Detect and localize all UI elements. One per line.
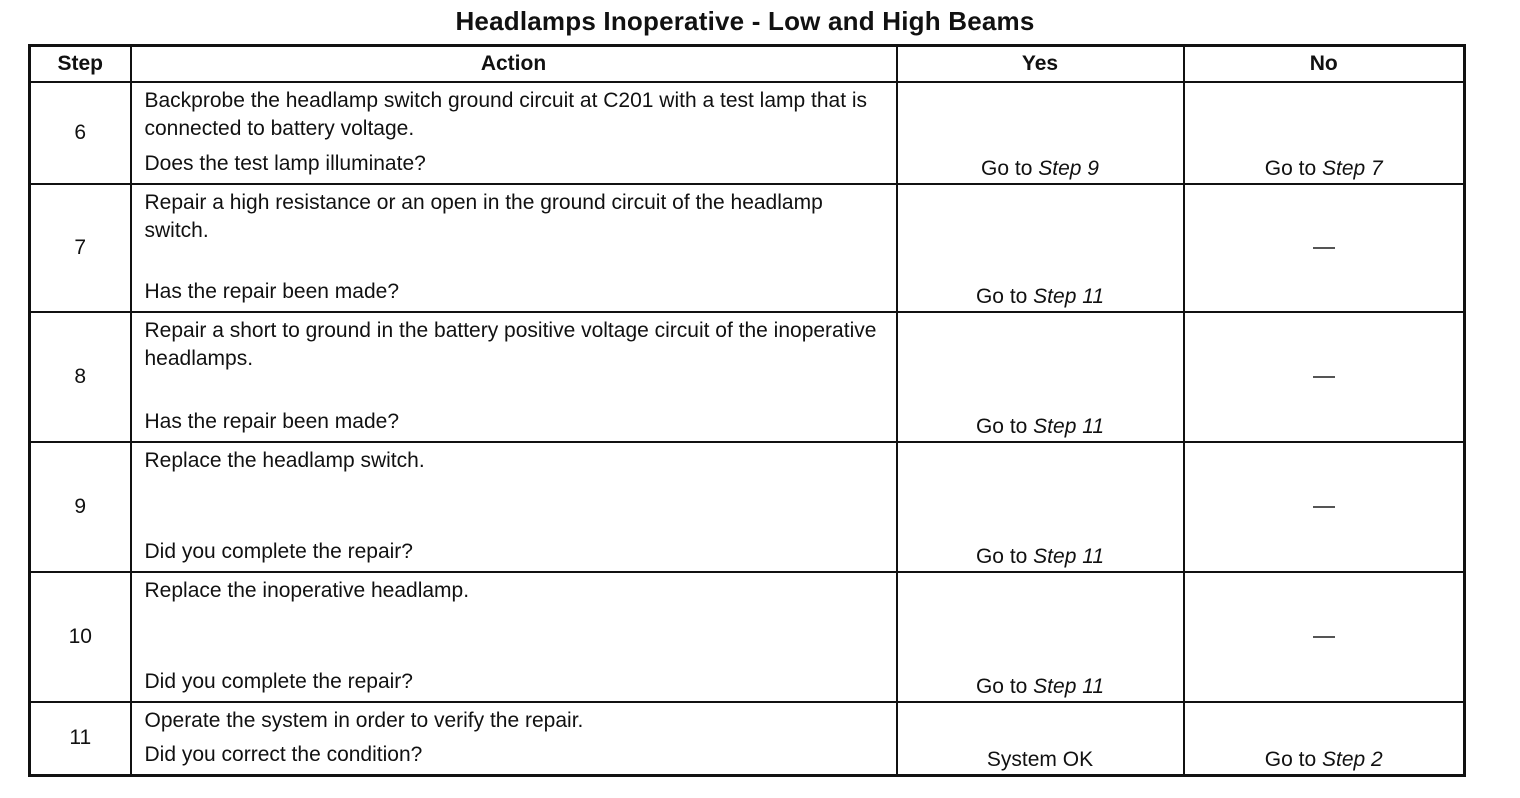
header-step: Step [30, 46, 131, 82]
action-question: Did you correct the condition? [144, 743, 423, 766]
header-no: No [1184, 46, 1465, 82]
action-question: Did you complete the repair? [144, 539, 413, 563]
no-prefix: Go to [1264, 748, 1322, 771]
yes-step-link: Step 11 [1033, 414, 1105, 438]
table-row [30, 82, 1465, 184]
no-cell [1184, 82, 1465, 184]
action-question: Did you complete the repair? [144, 669, 413, 693]
yes-prefix: Go to [975, 414, 1034, 438]
action-cell [131, 572, 897, 702]
no-step-link: Step 7 [1321, 156, 1383, 180]
yes-step-link: Step 9 [1038, 156, 1099, 180]
action-cell [131, 312, 897, 442]
page-title: Headlamps Inoperative - Low and High Beams [455, 6, 1035, 36]
action-text: Repair a short to ground in the battery positive voltage circuit of the inoperative headlamps. [144, 318, 877, 370]
table-row [30, 572, 1465, 702]
no-cell [1184, 312, 1465, 442]
no-prefix: Go to [1264, 156, 1322, 180]
yes-cell [897, 702, 1184, 776]
no-step-link: Step 2 [1321, 748, 1383, 771]
yes-result-text: System OK [986, 748, 1094, 771]
yes-cell [897, 442, 1184, 572]
table-row [30, 442, 1465, 572]
yes-prefix: Go to [975, 544, 1034, 568]
dash-mark [1313, 636, 1335, 638]
yes-prefix: Go to [975, 284, 1034, 308]
no-cell [1184, 702, 1465, 776]
dash-mark [1313, 506, 1335, 508]
diagnostic-table [28, 44, 1466, 777]
action-question: Has the repair been made? [144, 409, 399, 433]
yes-prefix: Go to [975, 674, 1034, 698]
step-number: 11 [30, 702, 131, 776]
step-number: 8 [30, 312, 131, 442]
action-text: Repair a high resistance or an open in the ground circuit of the headlamp switch. [144, 190, 823, 242]
action-cell [131, 702, 897, 776]
yes-cell [897, 312, 1184, 442]
action-cell [131, 184, 897, 312]
header-yes: Yes [897, 46, 1184, 82]
step-number: 10 [30, 572, 131, 702]
step-number: 6 [30, 82, 131, 184]
table-header-row [30, 46, 1465, 82]
header-action: Action [131, 46, 897, 82]
action-text: Operate the system in order to verify the repair. [144, 708, 584, 732]
table-row [30, 312, 1465, 442]
yes-prefix: Go to [981, 156, 1039, 180]
action-question: Has the repair been made? [144, 279, 399, 303]
yes-cell [897, 82, 1184, 184]
action-text: Replace the headlamp switch. [144, 448, 425, 472]
dash-mark [1313, 247, 1335, 249]
no-cell [1184, 184, 1465, 312]
action-cell [131, 442, 897, 572]
dash-mark [1313, 376, 1335, 378]
yes-step-link: Step 11 [1033, 674, 1105, 698]
step-number: 7 [30, 184, 131, 312]
yes-cell [897, 184, 1184, 312]
table-row [30, 702, 1465, 776]
action-text: Replace the inoperative headlamp. [144, 578, 470, 602]
action-cell [131, 82, 897, 184]
yes-step-link: Step 11 [1033, 544, 1105, 568]
no-cell [1184, 572, 1465, 702]
no-cell [1184, 442, 1465, 572]
yes-step-link: Step 11 [1033, 284, 1105, 308]
table-row [30, 184, 1465, 312]
yes-cell [897, 572, 1184, 702]
action-text: Backprobe the headlamp switch ground circuit at C201 with a test lamp that is connected to battery voltage. [144, 88, 868, 140]
step-number: 9 [30, 442, 131, 572]
action-question: Does the test lamp illuminate? [144, 151, 426, 175]
